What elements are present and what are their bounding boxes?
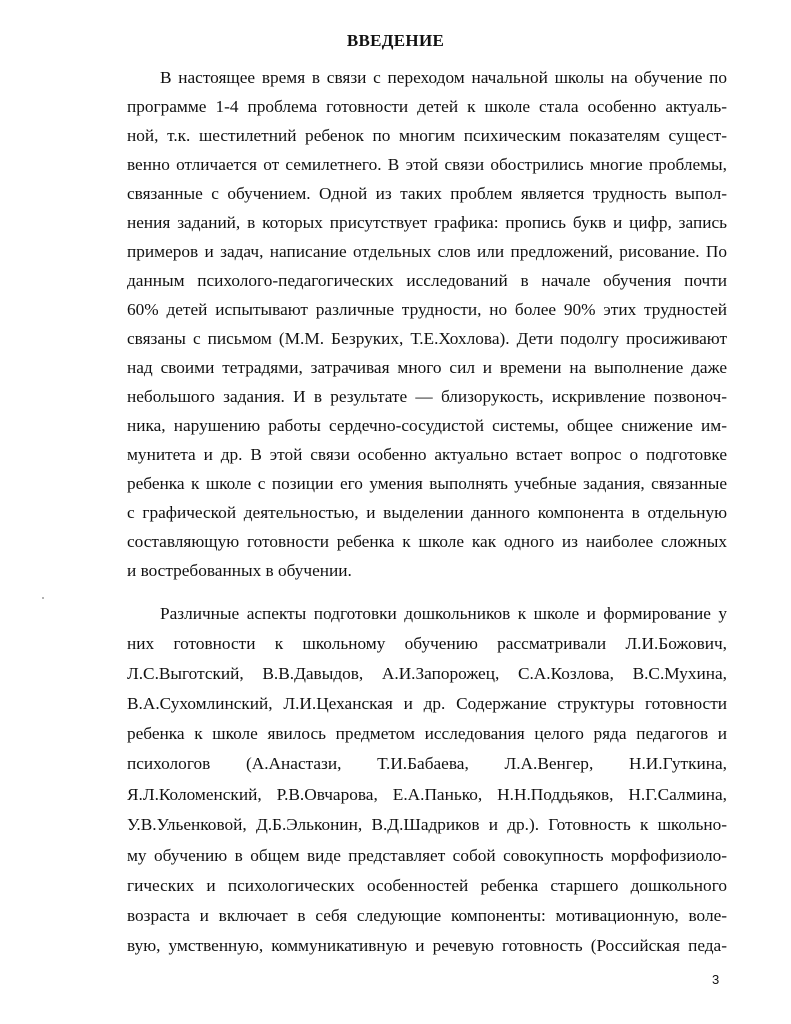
text-line: У.В.Ульенковой, Д.Б.Эльконин, В.Д.Шадриков и др.). Готовность к школьно- bbox=[127, 815, 727, 834]
text-line: ребенка к школе явилось предметом исследования целого ряда педагогов и bbox=[127, 724, 727, 743]
text-line: В.А.Сухомлинский, Л.И.Цеханская и др. Содержание структуры готовности bbox=[127, 694, 727, 713]
text-line: связаны с письмом (М.М. Безруких, Т.Е.Хохлова). Дети подолгу просиживают bbox=[127, 329, 727, 348]
text-line: мунитета и др. В этой связи особенно актуально встает вопрос о подготовке bbox=[127, 445, 727, 464]
text-line: ника, нарушению работы сердечно-сосудистой системы, общее снижение им- bbox=[127, 416, 727, 435]
text-line: нения заданий, в которых присутствует графика: пропись букв и цифр, запись bbox=[127, 213, 727, 232]
text-line: Я.Л.Коломенский, Р.В.Овчарова, Е.А.Панько, Н.Н.Поддьяков, Н.Г.Салмина, bbox=[127, 785, 727, 804]
text-line: ребенка к школе с позиции его умения выполнять учебные задания, связанные bbox=[127, 474, 727, 493]
text-line: В настоящее время в связи с переходом начальной школы на обучение по bbox=[160, 68, 727, 87]
text-line: и востребованных в обучении. bbox=[127, 561, 352, 580]
text-line: психологов (А.Анастази, Т.И.Бабаева, Л.А.Венгер, Н.И.Гуткина, bbox=[127, 754, 727, 773]
text-line: примеров и задач, написание отдельных слов или предложений, рисование. По bbox=[127, 242, 727, 261]
text-line: над своими тетрадями, затрачивая много сил и времени на выполнение даже bbox=[127, 358, 727, 377]
page-number: 3 bbox=[712, 972, 720, 987]
text-line: Л.С.Выготский, В.В.Давыдов, А.И.Запорожец, С.А.Козлова, В.С.Мухина, bbox=[127, 664, 727, 683]
text-line: составляющую готовности ребенка к школе как одного из наиболее сложных bbox=[127, 532, 727, 551]
text-line: Различные аспекты подготовки дошкольников к школе и формирование у bbox=[160, 604, 727, 623]
text-line: возраста и включает в себя следующие компоненты: мотивационную, воле- bbox=[127, 906, 727, 925]
text-line: программе 1-4 проблема готовности детей к школе стала особенно актуаль- bbox=[127, 97, 727, 116]
text-line: гических и психологических особенностей ребенка старшего дошкольного bbox=[127, 876, 727, 895]
text-line: данным психолого-педагогических исследований в начале обучения почти bbox=[127, 271, 727, 290]
text-line: с графической деятельностью, и выделении данного компонента в отдельную bbox=[127, 503, 727, 522]
text-line: связанные с обучением. Одной из таких проблем является трудность выпол- bbox=[127, 184, 727, 203]
text-line: них готовности к школьному обучению рассматривали Л.И.Божович, bbox=[127, 634, 727, 653]
text-line: небольшого задания. И в результате — близорукость, искривление позвоноч- bbox=[127, 387, 727, 406]
text-line: 60% детей испытывают различные трудности, но более 90% этих трудностей bbox=[127, 300, 727, 319]
page-title: ВВЕДЕНИЕ bbox=[346, 31, 445, 50]
text-line: вую, умственную, коммуникативную и речевую готовность (Российская педа- bbox=[127, 936, 727, 955]
text-line: венно отличается от семилетнего. В этой связи обострились многие проблемы, bbox=[127, 155, 727, 174]
text-line: му обучению в общем виде представляет собой совокупность морфофизиоло- bbox=[127, 846, 727, 865]
scan-speck bbox=[42, 597, 44, 599]
text-line: ной, т.к. шестилетний ребенок по многим психическим показателям сущест- bbox=[127, 126, 727, 145]
